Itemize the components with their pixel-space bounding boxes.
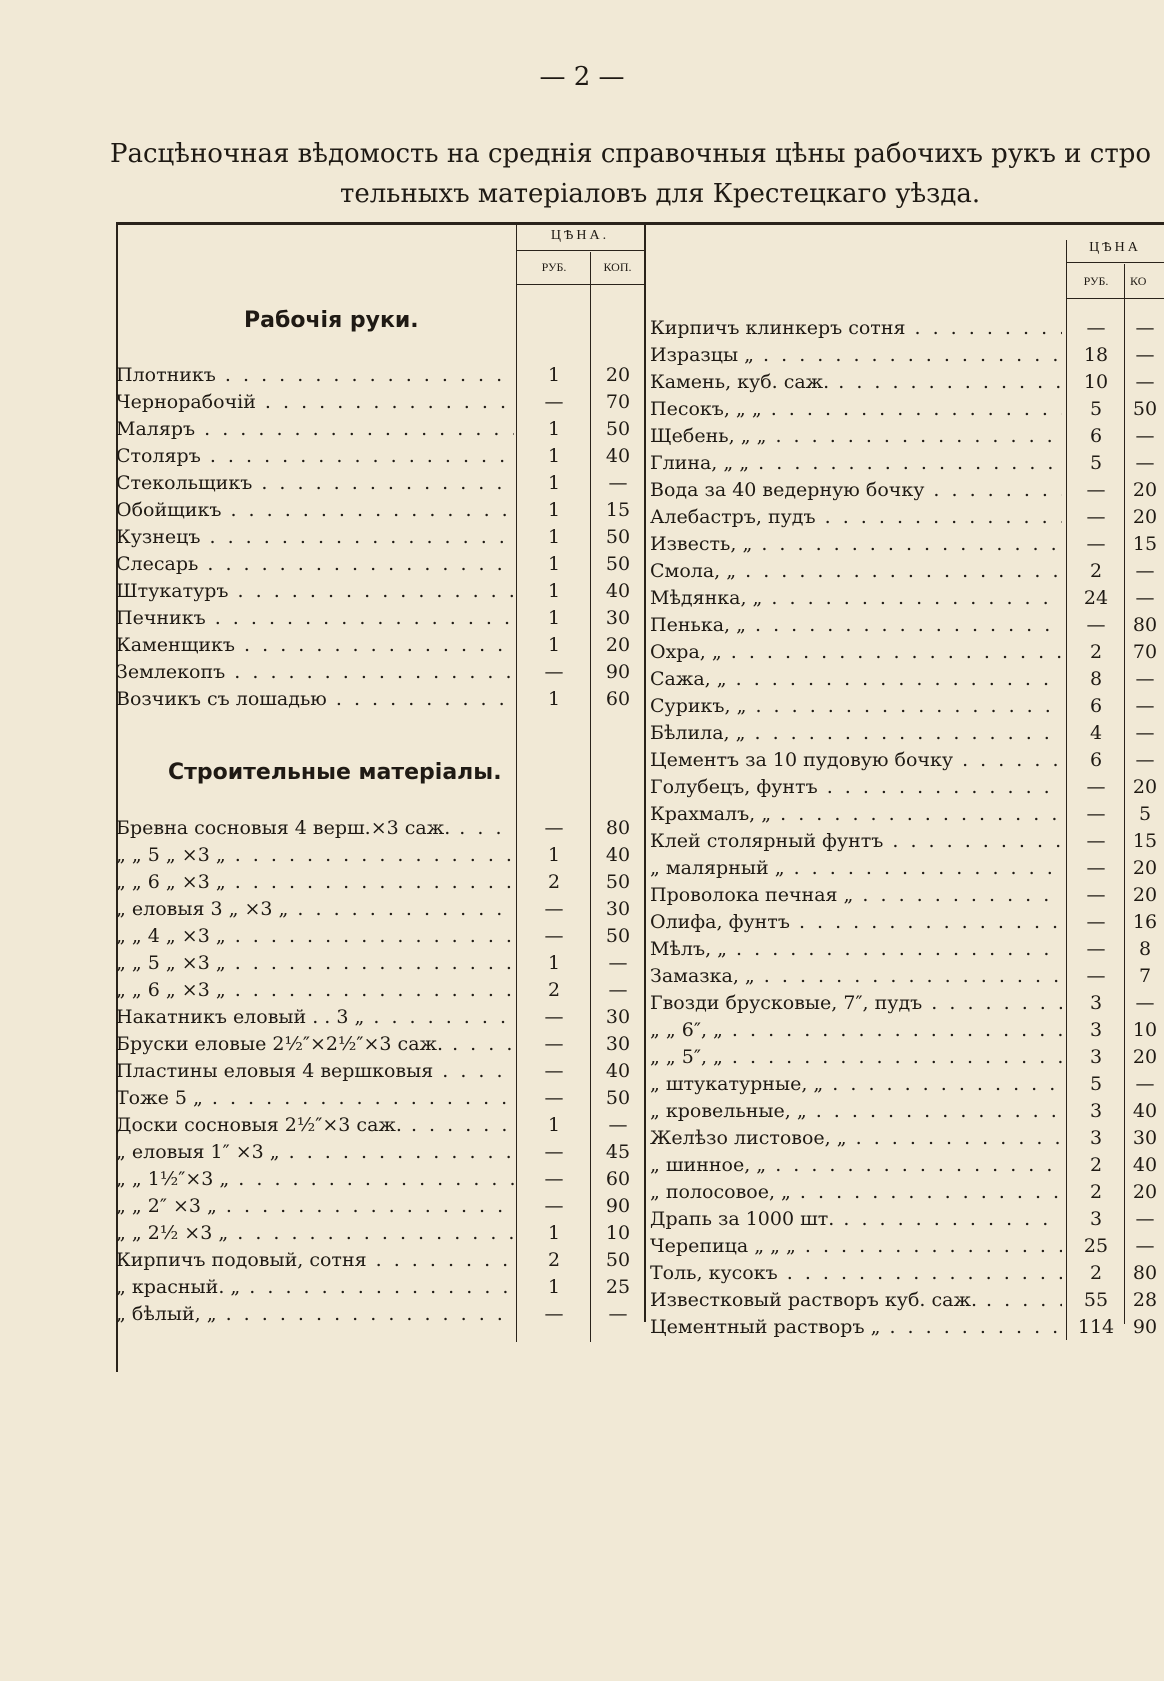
- rub-value: 1: [547, 844, 561, 866]
- kop-value: 8: [1138, 938, 1152, 960]
- kop-value: —: [1135, 1073, 1155, 1095]
- item-name: Доски сосновыя 2½″×3 саж. . . .: [116, 1112, 514, 1138]
- item-name: Бѣлила, „ . . .: [650, 720, 1062, 746]
- kop-value: 15: [1132, 533, 1158, 555]
- kop-value: 10: [1132, 1019, 1158, 1041]
- rub-value: —: [1086, 965, 1106, 987]
- right-item-row: [0, 666, 1164, 692]
- right-item-row: [0, 1179, 1164, 1205]
- right-item-row: [0, 828, 1164, 854]
- rub-value: 1: [547, 418, 561, 440]
- kop-value: —: [608, 979, 628, 1001]
- item-name: Черепица „ „ „ . . .: [650, 1233, 1062, 1259]
- right-header-bottom-line: [1066, 298, 1164, 299]
- kop-value: 20: [1132, 479, 1158, 501]
- kop-value: 80: [1132, 614, 1158, 636]
- right-item-row: [0, 315, 1164, 341]
- kop-value: 45: [605, 1141, 631, 1163]
- item-name: Плотникъ . . .: [116, 362, 514, 388]
- item-name: Штукатуръ . . .: [116, 578, 514, 604]
- item-name: „ „ 6 „ ×3 „ . . .: [116, 869, 514, 895]
- item-name: Клей столярный фунтъ . . .: [650, 828, 1062, 854]
- item-name: Бруски еловые 2½″×2½″×3 саж. . . .: [116, 1031, 514, 1057]
- item-name: Кирпичъ подовый, сотня . . .: [116, 1247, 514, 1273]
- kop-value: 50: [605, 925, 631, 947]
- right-item-row: [0, 990, 1164, 1016]
- right-item-row: [0, 693, 1164, 719]
- item-name: „ малярный „ . . .: [650, 855, 1062, 881]
- item-name: Алебастръ, пудъ . . .: [650, 504, 1062, 530]
- item-name: Охра, „ . . .: [650, 639, 1062, 665]
- item-name: Крахмалъ, „ . . .: [650, 801, 1062, 827]
- right-item-row: [0, 504, 1164, 530]
- section-materials-heading: Строительные матеріалы.: [168, 760, 502, 785]
- kop-value: 25: [605, 1276, 631, 1298]
- kop-value: —: [1135, 425, 1155, 447]
- kop-value: 70: [1132, 641, 1158, 663]
- kop-value: 50: [605, 1249, 631, 1271]
- item-name: Столяръ . . .: [116, 443, 514, 469]
- rub-value: 5: [1089, 398, 1103, 420]
- rub-value: —: [1086, 776, 1106, 798]
- item-name: Сурикъ, „ . . .: [650, 693, 1062, 719]
- right-item-row: [0, 909, 1164, 935]
- item-name: Глина, „ „ . . .: [650, 450, 1062, 476]
- right-item-row: [0, 1017, 1164, 1043]
- item-name: „ „ 2″ ×3 „ . . .: [116, 1193, 514, 1219]
- item-name: Стекольщикъ . . .: [116, 470, 514, 496]
- item-name: Известковый растворъ куб. саж. . . .: [650, 1287, 1062, 1313]
- rub-value: 6: [1089, 749, 1103, 771]
- left-price-header-line: [516, 250, 644, 251]
- right-item-row: [0, 747, 1164, 773]
- kop-value: 30: [605, 1033, 631, 1055]
- rub-value: —: [1086, 911, 1106, 933]
- item-name: „ „ 2½ ×3 „ . . .: [116, 1220, 514, 1246]
- item-name: Изразцы „ . . .: [650, 342, 1062, 368]
- right-item-row: [0, 963, 1164, 989]
- rub-value: 3: [1089, 1208, 1103, 1230]
- kop-value: 90: [605, 661, 631, 683]
- right-price-header-line: [1066, 262, 1164, 263]
- right-item-row: [0, 1071, 1164, 1097]
- kop-value: 15: [1132, 830, 1158, 852]
- right-item-row: [0, 1287, 1164, 1313]
- item-name: Слесарь . . .: [116, 551, 514, 577]
- item-name: Кузнецъ . . .: [116, 524, 514, 550]
- item-name: Гвозди брусковые, 7″, пудъ . . .: [650, 990, 1062, 1016]
- rub-value: 2: [1089, 560, 1103, 582]
- right-item-row: [0, 774, 1164, 800]
- kop-value: 70: [605, 391, 631, 413]
- kop-value: —: [1135, 992, 1155, 1014]
- item-name: Сажа, „ . . .: [650, 666, 1062, 692]
- item-name: Печникъ . . .: [116, 605, 514, 631]
- rub-value: —: [544, 661, 564, 683]
- item-name: „ шинное, „ . . .: [650, 1152, 1062, 1178]
- item-name: Камень, куб. саж. . . .: [650, 369, 1062, 395]
- right-item-row: [0, 342, 1164, 368]
- kop-value: 40: [605, 580, 631, 602]
- right-item-row: [0, 1152, 1164, 1178]
- right-item-row: [0, 477, 1164, 503]
- right-item-row: [0, 1260, 1164, 1286]
- left-kop-header: КОП.: [603, 260, 632, 274]
- right-price-header: ЦѢНА: [1089, 240, 1141, 255]
- right-item-row: [0, 1233, 1164, 1259]
- kop-value: 7: [1138, 965, 1152, 987]
- kop-value: 30: [605, 898, 631, 920]
- kop-value: —: [1135, 695, 1155, 717]
- kop-value: 80: [1132, 1262, 1158, 1284]
- item-name: Бревна сосновыя 4 верш.×3 саж. . . .: [116, 815, 514, 841]
- rub-value: 5: [1089, 1073, 1103, 1095]
- kop-value: 30: [605, 607, 631, 629]
- right-item-row: [0, 639, 1164, 665]
- item-name: Обойщикъ . . .: [116, 497, 514, 523]
- kop-value: —: [1135, 722, 1155, 744]
- kop-value: 20: [1132, 1181, 1158, 1203]
- kop-value: 60: [605, 1168, 631, 1190]
- kop-value: 40: [605, 844, 631, 866]
- kop-value: 10: [605, 1222, 631, 1244]
- item-name: „ „ 1½″×3 „ . . .: [116, 1166, 514, 1192]
- right-item-row: [0, 369, 1164, 395]
- rub-value: 6: [1089, 425, 1103, 447]
- page-number: — 2 —: [539, 62, 625, 92]
- rub-value: 4: [1089, 722, 1103, 744]
- rub-value: —: [544, 925, 564, 947]
- item-name: Желѣзо листовое, „ . . .: [650, 1125, 1062, 1151]
- rub-value: —: [1086, 803, 1106, 825]
- rub-value: —: [1086, 857, 1106, 879]
- rub-value: —: [1086, 317, 1106, 339]
- title-line-1: Расцѣночная вѣдомость на среднія справочныя цѣны рабочихъ рукъ и стро: [110, 139, 1152, 169]
- item-name: „ „ 6″, „ . . .: [650, 1017, 1062, 1043]
- item-name: Цементъ за 10 пудовую бочку . . .: [650, 747, 1062, 773]
- kop-value: 50: [1132, 398, 1158, 420]
- rub-value: —: [544, 1141, 564, 1163]
- left-price-header: ЦѢНА.: [550, 228, 610, 243]
- rub-value: 1: [547, 526, 561, 548]
- rub-value: 18: [1083, 344, 1109, 366]
- kop-value: —: [1135, 371, 1155, 393]
- rub-value: 3: [1089, 1046, 1103, 1068]
- item-name: Олифа, фунтъ . . .: [650, 909, 1062, 935]
- rub-value: —: [1086, 533, 1106, 555]
- item-name: „ еловыя 1″ ×3 „ . . .: [116, 1139, 514, 1165]
- rub-value: 1: [547, 607, 561, 629]
- item-name: Проволока печная „ . . .: [650, 882, 1062, 908]
- item-name: Тоже 5 „ . . .: [116, 1085, 514, 1111]
- rub-value: 1: [547, 445, 561, 467]
- rub-value: 5: [1089, 452, 1103, 474]
- right-rub-header: РУБ.: [1083, 274, 1109, 288]
- rub-value: —: [544, 1087, 564, 1109]
- table-top-border: [116, 222, 1164, 225]
- right-item-row: [0, 882, 1164, 908]
- kop-value: —: [608, 1114, 628, 1136]
- item-name: Возчикъ съ лошадью . . .: [116, 686, 514, 712]
- kop-value: 90: [1132, 1316, 1158, 1338]
- item-name: „ бѣлый, „ . . .: [116, 1301, 514, 1327]
- item-name: Щебень, „ „ . . .: [650, 423, 1062, 449]
- item-name: Накатникъ еловый . . 3 „ . . .: [116, 1004, 514, 1030]
- kop-value: —: [1135, 344, 1155, 366]
- rub-value: 6: [1089, 695, 1103, 717]
- right-kop-header: КО: [1130, 274, 1147, 288]
- kop-value: 28: [1132, 1289, 1158, 1311]
- kop-value: 50: [605, 418, 631, 440]
- item-name: Цементный растворъ „ . . .: [650, 1314, 1062, 1340]
- item-name: Замазка, „ . . .: [650, 963, 1062, 989]
- rub-value: 114: [1077, 1316, 1115, 1338]
- rub-value: 2: [1089, 1181, 1103, 1203]
- kop-value: 30: [1132, 1127, 1158, 1149]
- item-name: Толь, кусокъ . . .: [650, 1260, 1062, 1286]
- rub-value: 1: [547, 1276, 561, 1298]
- item-name: Известь, „ . . .: [650, 531, 1062, 557]
- item-name: „ штукатурные, „ . . .: [650, 1071, 1062, 1097]
- item-name: Землекопъ . . .: [116, 659, 514, 685]
- rub-value: 2: [547, 871, 561, 893]
- kop-value: 16: [1132, 911, 1158, 933]
- rub-value: 3: [1089, 1019, 1103, 1041]
- rub-value: 3: [1089, 1100, 1103, 1122]
- rub-value: 1: [547, 499, 561, 521]
- item-name: Песокъ, „ „ . . .: [650, 396, 1062, 422]
- item-name: „ „ 4 „ ×3 „ . . .: [116, 923, 514, 949]
- rub-value: —: [544, 1168, 564, 1190]
- item-name: „ полосовое, „ . . .: [650, 1179, 1062, 1205]
- kop-value: —: [1135, 1235, 1155, 1257]
- rub-value: —: [1086, 506, 1106, 528]
- section-workers-heading: Рабочія руки.: [244, 308, 419, 333]
- item-name: Голубецъ, фунтъ . . .: [650, 774, 1062, 800]
- kop-value: 20: [1132, 1046, 1158, 1068]
- rub-value: 1: [547, 364, 561, 386]
- item-name: „ кровельные, „ . . .: [650, 1098, 1062, 1124]
- kop-value: 30: [605, 1006, 631, 1028]
- rub-value: —: [544, 1195, 564, 1217]
- left-header-bottom-line: [516, 284, 644, 285]
- right-item-row: [0, 585, 1164, 611]
- right-item-row: [0, 1206, 1164, 1232]
- kop-value: 20: [1132, 776, 1158, 798]
- kop-value: 20: [1132, 884, 1158, 906]
- kop-value: 80: [605, 817, 631, 839]
- right-item-row: [0, 396, 1164, 422]
- kop-value: —: [1135, 587, 1155, 609]
- item-name: „ „ 6 „ ×3 „ . . .: [116, 977, 514, 1003]
- right-item-row: [0, 801, 1164, 827]
- rub-value: —: [544, 898, 564, 920]
- rub-value: —: [1086, 884, 1106, 906]
- rub-value: —: [544, 817, 564, 839]
- right-item-row: [0, 450, 1164, 476]
- item-name: Вода за 40 ведерную бочку . . .: [650, 477, 1062, 503]
- kop-value: 50: [605, 1087, 631, 1109]
- rub-value: 55: [1083, 1289, 1109, 1311]
- right-item-row: [0, 1314, 1164, 1340]
- right-item-row: [0, 720, 1164, 746]
- kop-value: 50: [605, 553, 631, 575]
- rub-value: 1: [547, 553, 561, 575]
- kop-value: 5: [1138, 803, 1152, 825]
- item-name: Смола, „ . . .: [650, 558, 1062, 584]
- rub-value: 2: [1089, 641, 1103, 663]
- kop-value: —: [1135, 452, 1155, 474]
- kop-value: 50: [605, 871, 631, 893]
- right-item-row: [0, 558, 1164, 584]
- rub-value: —: [544, 1006, 564, 1028]
- kop-value: 40: [605, 445, 631, 467]
- rub-value: —: [544, 391, 564, 413]
- rub-value: —: [1086, 614, 1106, 636]
- kop-value: —: [1135, 560, 1155, 582]
- kop-value: —: [608, 952, 628, 974]
- rub-value: 24: [1083, 587, 1109, 609]
- right-item-row: [0, 855, 1164, 881]
- kop-value: —: [1135, 668, 1155, 690]
- rub-value: 2: [1089, 1262, 1103, 1284]
- item-name: „ красный. „ . . .: [116, 1274, 514, 1300]
- rub-value: 25: [1083, 1235, 1109, 1257]
- item-name: „ „ 5 „ ×3 „ . . .: [116, 842, 514, 868]
- rub-value: 1: [547, 1114, 561, 1136]
- rub-value: —: [1086, 830, 1106, 852]
- kop-value: 20: [1132, 506, 1158, 528]
- kop-value: —: [608, 472, 628, 494]
- rub-value: 1: [547, 634, 561, 656]
- kop-value: 40: [1132, 1100, 1158, 1122]
- item-name: „ „ 5″, „ . . .: [650, 1044, 1062, 1070]
- rub-value: —: [544, 1303, 564, 1325]
- rub-value: 2: [547, 979, 561, 1001]
- item-name: Пенька, „ . . .: [650, 612, 1062, 638]
- rub-value: 8: [1089, 668, 1103, 690]
- rub-value: 2: [1089, 1154, 1103, 1176]
- left-rub-header: РУБ.: [541, 260, 567, 274]
- rub-value: 1: [547, 472, 561, 494]
- item-name: Мѣлъ, „ . . .: [650, 936, 1062, 962]
- rub-value: 1: [547, 580, 561, 602]
- kop-value: 40: [1132, 1154, 1158, 1176]
- item-name: Каменщикъ . . .: [116, 632, 514, 658]
- rub-value: 1: [547, 688, 561, 710]
- title-line-2: тельныхъ матеріаловъ для Крестецкаго уѣзда.: [340, 179, 981, 209]
- right-item-row: [0, 1125, 1164, 1151]
- right-item-row: [0, 531, 1164, 557]
- kop-value: 60: [605, 688, 631, 710]
- rub-value: 10: [1083, 371, 1109, 393]
- right-item-row: [0, 1098, 1164, 1124]
- item-name: „ еловыя 3 „ ×3 „ . . .: [116, 896, 514, 922]
- item-name: Мѣдянка, „ . . .: [650, 585, 1062, 611]
- right-item-row: [0, 936, 1164, 962]
- item-name: Пластины еловыя 4 вершковыя . . .: [116, 1058, 514, 1084]
- item-name: „ „ 5 „ ×3 „ . . .: [116, 950, 514, 976]
- rub-value: 3: [1089, 1127, 1103, 1149]
- rub-value: 1: [547, 952, 561, 974]
- kop-value: —: [1135, 1208, 1155, 1230]
- right-item-row: [0, 423, 1164, 449]
- right-item-row: [0, 1044, 1164, 1070]
- kop-value: 90: [605, 1195, 631, 1217]
- kop-value: —: [1135, 749, 1155, 771]
- kop-value: —: [608, 1303, 628, 1325]
- rub-value: 1: [547, 1222, 561, 1244]
- kop-value: 20: [1132, 857, 1158, 879]
- rub-value: —: [1086, 938, 1106, 960]
- rub-value: —: [544, 1033, 564, 1055]
- rub-value: —: [1086, 479, 1106, 501]
- kop-value: 20: [605, 634, 631, 656]
- right-item-row: [0, 612, 1164, 638]
- item-name: Чернорабочій . . .: [116, 389, 514, 415]
- kop-value: 50: [605, 526, 631, 548]
- rub-value: 3: [1089, 992, 1103, 1014]
- rub-value: 2: [547, 1249, 561, 1271]
- kop-value: 15: [605, 499, 631, 521]
- rub-value: —: [544, 1060, 564, 1082]
- item-name: Кирпичъ клинкеръ сотня . . .: [650, 315, 1062, 341]
- document-title: [110, 134, 1164, 214]
- kop-value: —: [1135, 317, 1155, 339]
- kop-value: 20: [605, 364, 631, 386]
- item-name: Драпь за 1000 шт. . . .: [650, 1206, 1062, 1232]
- kop-value: 40: [605, 1060, 631, 1082]
- item-name: Маляръ . . .: [116, 416, 514, 442]
